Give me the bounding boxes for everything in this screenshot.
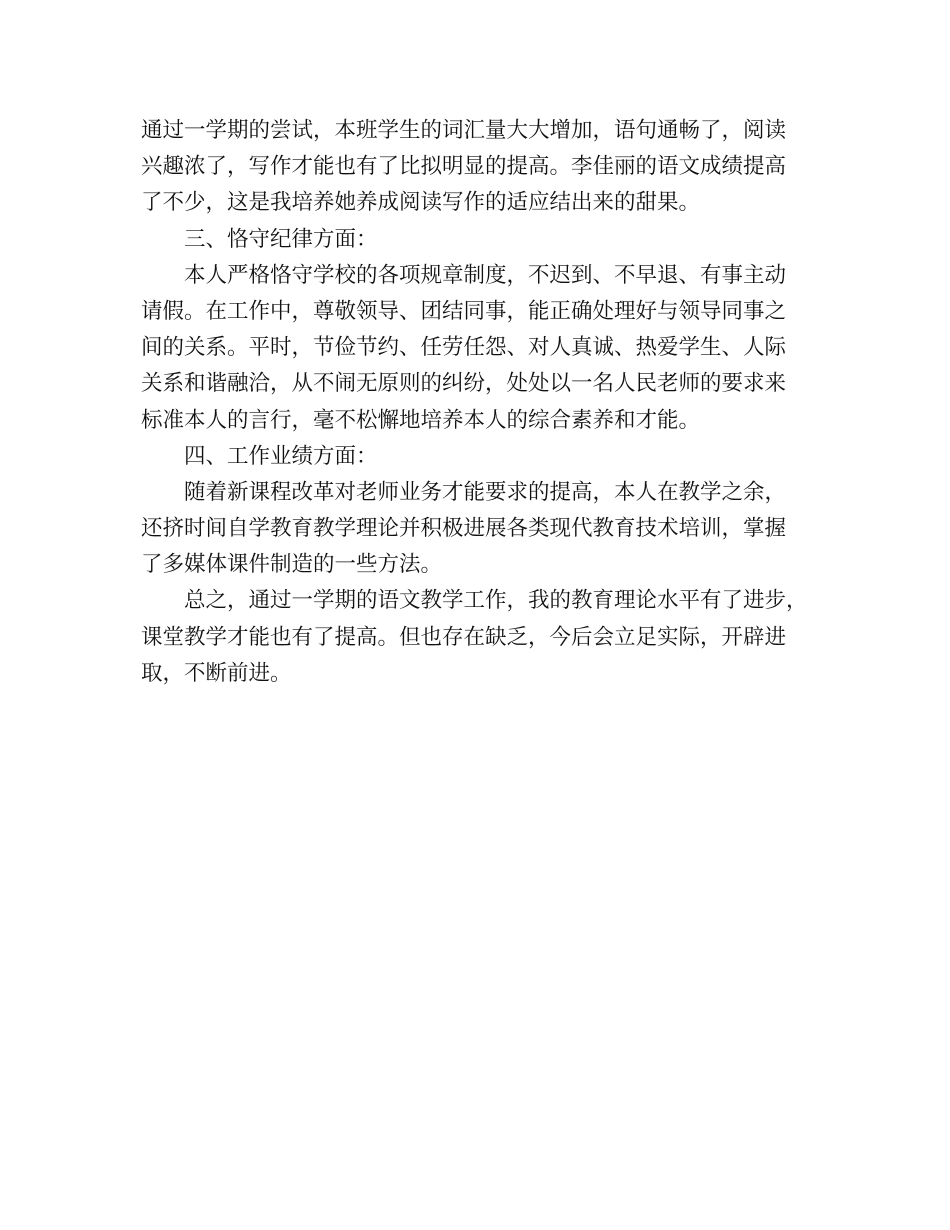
text-line: 了不少，这是我培养她养成阅读写作的适应结出来的甜果。 <box>141 190 701 216</box>
text-line: 通过一学期的尝试，本班学生的词汇量大大增加，语句通畅了，阅读 <box>141 118 787 143</box>
section-heading-performance <box>141 439 831 475</box>
text-line: 本人严格恪守学校的各项规章制度，不迟到、不早退、有事主动 <box>184 262 787 288</box>
paragraph-3 <box>141 475 831 584</box>
paragraph-4 <box>141 583 831 692</box>
paragraph-1 <box>141 113 831 222</box>
text-line: 间的关系。平时，节俭节约、任劳任怨、对人真诚、热爱学生、人际 <box>141 335 787 361</box>
text-line: 取，不断前进。 <box>141 660 292 686</box>
section-heading-text: 三、恪守纪律方面： <box>184 226 378 252</box>
text-line: 还挤时间自学教育教学理论并积极进展各类现代教育技术培训，掌握 <box>141 516 787 542</box>
text-line: 请假。在工作中，尊敬领导、团结同事，能正确处理好与领导同事之 <box>141 298 787 324</box>
text-line: 标准本人的言行，毫不松懈地培养本人的综合素养和才能。 <box>141 407 701 433</box>
text-line: 随着新课程改革对老师业务才能要求的提高，本人在教学之余， <box>184 479 787 505</box>
text-line: 兴趣浓了，写作才能也有了比拟明显的提高。李佳丽的语文成绩提高 <box>141 154 787 180</box>
section-heading-text: 四、工作业绩方面： <box>184 443 378 469</box>
paragraph-2 <box>141 258 831 439</box>
text-line: 课堂教学才能也有了提高。但也存在缺乏，今后会立足实际，开辟进 <box>141 624 787 650</box>
text-line: 总之，通过一学期的语文教学工作，我的教育理论水平有了进步， <box>184 588 808 614</box>
document-body <box>141 113 831 692</box>
text-line: 关系和谐融洽，从不闹无原则的纠纷，处处以一名人民老师的要求来 <box>141 371 787 397</box>
text-line: 了多媒体课件制造的一些方法。 <box>141 552 443 578</box>
section-heading-discipline <box>141 222 831 258</box>
